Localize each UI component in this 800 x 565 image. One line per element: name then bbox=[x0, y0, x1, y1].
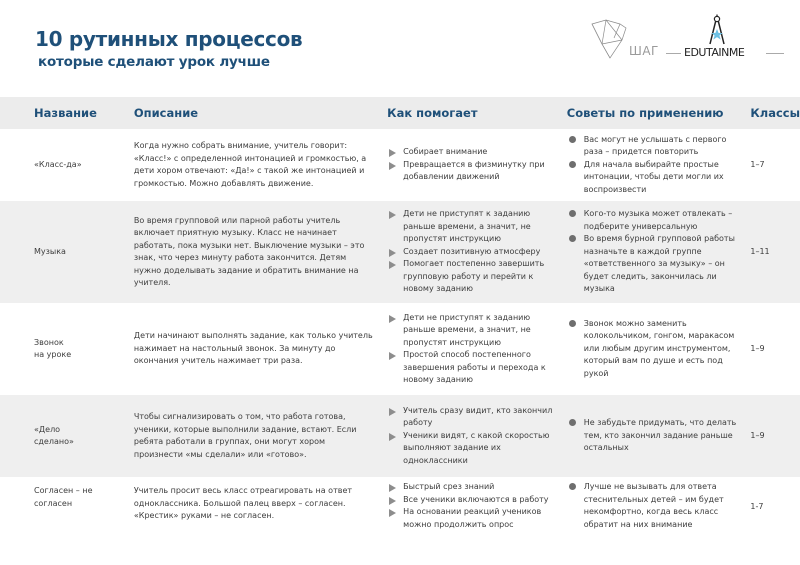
routines-table bbox=[0, 97, 800, 537]
routine-name: Музыка bbox=[34, 246, 66, 256]
help-item: Собирает внимание bbox=[387, 146, 565, 159]
tips-list bbox=[567, 481, 747, 531]
help-list bbox=[387, 208, 565, 296]
help-list bbox=[387, 481, 565, 531]
tip-item: Звонок можно заменить колокольчиком, гонгом, маракасом или любым другим инструментом, который вам по душе и есть под рукой bbox=[567, 318, 747, 381]
routine-grades: 1–7 bbox=[750, 159, 765, 169]
shag-logo-text: ШАГ bbox=[629, 44, 659, 58]
help-item: Быстрый срез знаний bbox=[387, 481, 565, 494]
help-item: Дети не приступят к заданию раньше времени, а значит, не пропустят инструкцию bbox=[387, 208, 565, 246]
tip-item: Кого-то музыка может отвлекать – подберите универсальную bbox=[567, 208, 747, 233]
help-item: Создает позитивную атмосферу bbox=[387, 246, 565, 259]
column-header-grades: Классы bbox=[750, 106, 800, 120]
help-list bbox=[387, 312, 565, 387]
tips-list bbox=[567, 134, 747, 197]
table-row bbox=[0, 395, 800, 477]
routine-name: Звонок на уроке bbox=[34, 337, 72, 359]
page-subtitle: которые сделают урок лучше bbox=[38, 54, 270, 70]
tip-item: Не забудьте придумать, что делать тем, кто закончил задание раньше остальных bbox=[567, 417, 747, 455]
routine-name: «Дело сделано» bbox=[34, 424, 74, 446]
column-header-how-it-helps: Как помогает bbox=[387, 106, 478, 120]
help-list bbox=[387, 405, 565, 468]
tips-list bbox=[567, 318, 747, 381]
routine-grades: 1–9 bbox=[750, 343, 765, 353]
routine-description: Когда нужно собрать внимание, учитель говорит: «Класс!» с определенной интонацией и громкостью, а дети хором отвечают: «Да!» с такой же интонацией и громкостью. Можно добавлять движение. bbox=[133, 141, 367, 188]
table-row bbox=[0, 477, 800, 537]
shag-logo-icon bbox=[590, 18, 652, 66]
routine-name: «Класс-да» bbox=[34, 159, 82, 169]
help-item: Дети не приступят к заданию раньше времени, а значит, не пропустят инструкцию bbox=[387, 312, 565, 350]
routine-grades: 1–11 bbox=[750, 246, 770, 256]
compass-icon bbox=[706, 14, 728, 45]
logo-divider bbox=[766, 53, 784, 54]
help-item: Помогает постепенно завершить групповую работу и перейти к новому заданию bbox=[387, 258, 565, 296]
table-header-row bbox=[0, 97, 800, 129]
tips-list bbox=[567, 208, 747, 296]
tip-item: Лучше не вызывать для ответа стеснительных детей – им будет некомфортно, когда весь класс обратит на них внимание bbox=[567, 481, 747, 531]
routine-grades: 1-7 bbox=[750, 502, 764, 511]
help-item: На основании реакций учеников можно продолжить опрос bbox=[387, 506, 565, 531]
help-list bbox=[387, 146, 565, 184]
tips-list bbox=[567, 417, 747, 455]
column-header-description: Описание bbox=[133, 106, 199, 120]
help-item: Превращается в физминутку при добавлении движений bbox=[387, 159, 565, 184]
routine-description: Учитель просит весь класс отреагировать на ответ одноклассника. Большой палец вверх – согласен. «Крестик» руками – не согласен. bbox=[133, 486, 353, 520]
table-row bbox=[0, 201, 800, 303]
edutainme-logo-text: EDUTAINME bbox=[684, 46, 745, 59]
routine-description: Чтобы сигнализировать о том, что работа готова, ученики, которые выполнили задание, встают. Если ребята работали в группах, они могут хором произнести «мы сделали» или «готово». bbox=[133, 412, 357, 459]
routine-grades: 1–9 bbox=[750, 430, 765, 440]
routine-name: Согласен – не согласен bbox=[34, 486, 93, 508]
routine-description: Во время групповой или парной работы учитель включает приятную музыку. Класс не начинает работать, пока музыки нет. Выключение музыки – это знак, что через минуту работа закончится. Детям нужно доделывать задание и обратить внимание на учителя. bbox=[133, 215, 365, 287]
help-item: Простой способ постепенного завершения работы и перехода к новому заданию bbox=[387, 349, 565, 387]
tip-item: Вас могут не услышать с первого раза – придется повторить bbox=[567, 134, 747, 159]
page-title: 10 рутинных процессов bbox=[35, 27, 303, 51]
edutainme-logo bbox=[666, 14, 786, 64]
logo-divider bbox=[666, 53, 681, 54]
help-item: Ученики видят, с какой скоростью выполняют задание их одноклассники bbox=[387, 430, 565, 468]
tip-item: Для начала выбирайте простые интонации, чтобы дети могли их воспроизвести bbox=[567, 159, 747, 197]
help-item: Учитель сразу видит, кто закончил работу bbox=[387, 405, 565, 430]
routine-description: Дети начинают выполнять задание, как только учитель нажимает на настольный звонок. За минуту до окончания учитель нажимает три раза. bbox=[133, 331, 373, 366]
column-header-tips: Советы по применению bbox=[566, 106, 724, 120]
table-row bbox=[0, 303, 800, 395]
column-header-name: Название bbox=[34, 106, 97, 120]
help-item: Все ученики включаются в работу bbox=[387, 494, 565, 507]
tip-item: Во время бурной групповой работы назначьте в каждой группе «ответственного за музыку» – он будет следить, закончилась ли музыка bbox=[567, 233, 747, 296]
table-row bbox=[0, 129, 800, 201]
